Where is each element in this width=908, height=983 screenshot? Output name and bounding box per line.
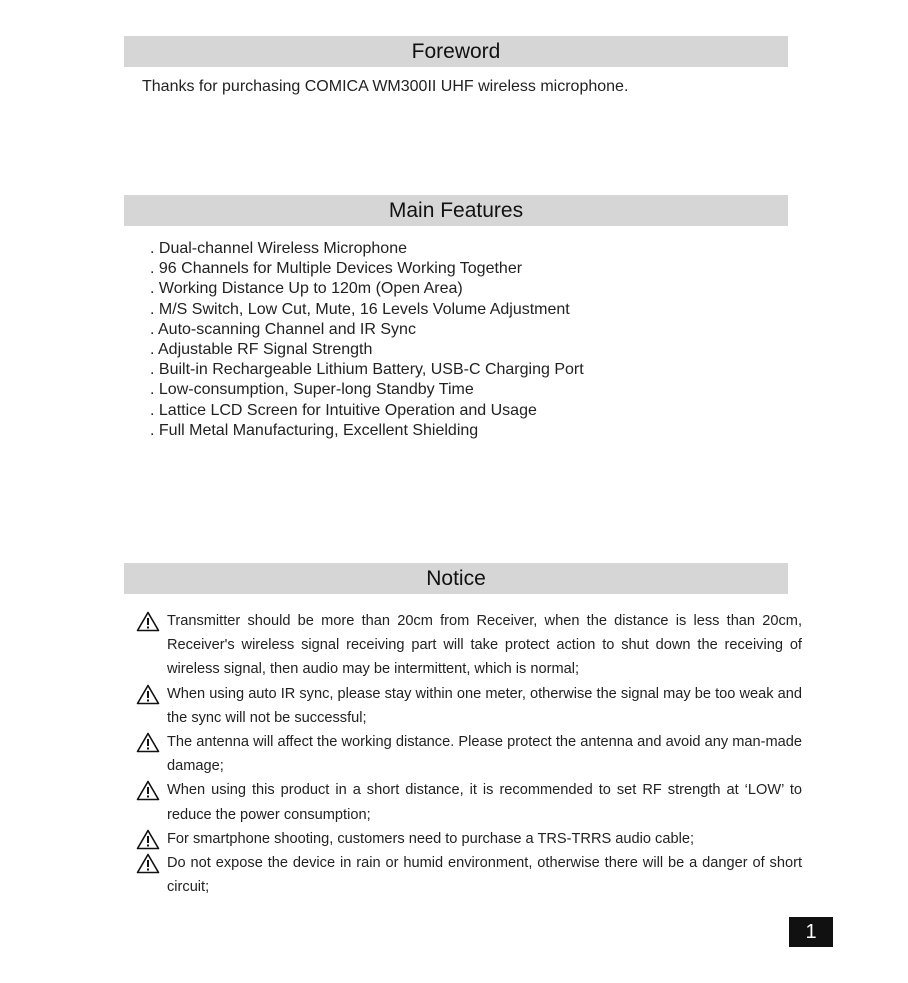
feature-item: . 96 Channels for Multiple Devices Working Together (150, 260, 523, 278)
warning-triangle-icon (136, 853, 160, 874)
feature-item: . Built-in Rechargeable Lithium Battery, USB-C Charging Port (150, 361, 584, 379)
warning-triangle-icon (136, 732, 160, 753)
notice-text: For smartphone shooting, customers need to purchase a TRS-TRRS audio cable; (167, 830, 694, 847)
feature-item: . Adjustable RF Signal Strength (150, 341, 373, 359)
feature-item: . Working Distance Up to 120m (Open Area) (150, 280, 463, 298)
feature-item: . Low-consumption, Super-long Standby Time (150, 381, 474, 399)
notice-list (136, 609, 802, 899)
feature-item: . Lattice LCD Screen for Intuitive Operation and Usage (150, 401, 537, 419)
notice-item (136, 682, 802, 730)
feature-item: . Full Metal Manufacturing, Excellent Shielding (150, 421, 479, 439)
feature-item: . M/S Switch, Low Cut, Mute, 16 Levels Volume Adjustment (150, 300, 570, 318)
warning-triangle-icon (136, 829, 160, 850)
notice-item (136, 609, 802, 682)
page-number: 1 (789, 917, 833, 947)
notice-text: When using auto IR sync, please stay within one meter, otherwise the signal may be too weak and the sync will not be successful; (167, 685, 802, 726)
notice-item (136, 851, 802, 899)
feature-item: . Dual-channel Wireless Microphone (150, 240, 407, 257)
notice-item (136, 827, 802, 851)
feature-item: . Auto-scanning Channel and IR Sync (150, 320, 416, 338)
notice-item (136, 730, 802, 778)
notice-text: The antenna will affect the working distance. Please protect the antenna and avoid any man-made damage; (167, 734, 802, 775)
notice-text: When using this product in a short distance, it is recommended to set RF strength at ‘LOW’ to reduce the power consumption; (167, 782, 802, 823)
notice-item (136, 778, 802, 826)
warning-triangle-icon (136, 611, 160, 632)
notice-text: Do not expose the device in rain or humid environment, otherwise there will be a danger of short circuit; (167, 855, 802, 896)
feature-list (150, 239, 584, 441)
notice-text: Transmitter should be more than 20cm from Receiver, when the distance is less than 20cm, Receiver's wireless signal receiving part will take protect action to shut down the receiving of wireless signal, then audio may be intermittent, which is normal; (167, 613, 802, 678)
warning-triangle-icon (136, 780, 160, 801)
notice-heading: Notice (124, 563, 788, 594)
warning-triangle-icon (136, 684, 160, 705)
foreword-heading: Foreword (124, 36, 788, 67)
foreword-text: Thanks for purchasing COMICA WM300II UHF wireless microphone. (142, 78, 629, 95)
main-features-heading: Main Features (124, 195, 788, 226)
